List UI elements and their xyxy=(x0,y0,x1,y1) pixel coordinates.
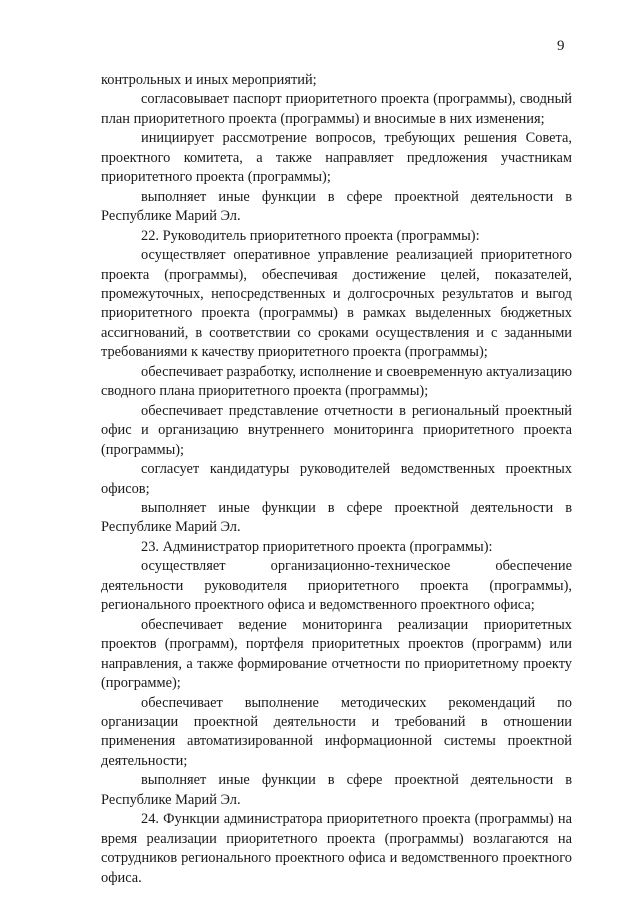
section-heading-22: 22. Руководитель приоритетного проекта (программы): xyxy=(141,227,480,244)
paragraph: обеспечивает представление отчетности в региональный проектный офис и организацию внутреннего мониторинга приоритетного проекта (программы); xyxy=(101,402,572,458)
paragraph: контрольных и иных мероприятий; xyxy=(101,72,317,88)
paragraph: обеспечивает разработку, исполнение и своевременную актуализацию сводного плана приоритетного проекта (программы); xyxy=(101,363,572,400)
paragraph: согласовывает паспорт приоритетного проекта (программы), сводный план приоритетного проекта (программы) и вносимые в них изменения; xyxy=(101,91,572,127)
paragraph: выполняет иные функции в сфере проектной деятельности в Республике Марий Эл. xyxy=(101,188,572,225)
paragraph: выполняет иные функции в сфере проектной деятельности в Республике Марий Эл. xyxy=(101,772,572,808)
paragraph: осуществляет оперативное управление реализацией приоритетного проекта (программы), обеспечивая достижение целей, показателей, промежуточных, непосредственных и долгосрочных результатов и выгод приоритетного проекта (программы) в рамках выделенных бюджетных ассигнований, в соответствии со сроками осуществления и с заданными требованиями к качеству приоритетного проекта (программы); xyxy=(101,247,572,361)
paragraph: инициирует рассмотрение вопросов, требующих решения Совета, проектного комитета, а также направляет предложения участникам приоритетного проекта (программы); xyxy=(101,130,572,186)
section-24-paragraph: 24. Функции администратора приоритетного проекта (программы) на время реализации приоритетного проекта (программы) возлагаются на сотрудников регионального проектного офиса и ведомственного проектного офиса. xyxy=(101,811,572,886)
page-number: 9 xyxy=(557,38,565,54)
paragraph: выполняет иные функции в сфере проектной деятельности в Республике Марий Эл. xyxy=(101,499,572,536)
paragraph: согласует кандидатуры руководителей ведомственных проектных офисов; xyxy=(101,461,572,497)
section-heading-23: 23. Администратор приоритетного проекта (программы): xyxy=(141,538,493,555)
document-body xyxy=(101,71,572,888)
paragraph: обеспечивает ведение мониторинга реализации приоритетных проектов (программ), портфеля приоритетных проектов (программ) или направления, а также формирование отчетности по приоритетному проекту (программе); xyxy=(101,616,572,692)
paragraph: осуществляет организационно-техническое обеспечение деятельности руководителя приоритетного проекта (программы), регионального проектного офиса и ведомственного проектного офиса; xyxy=(101,558,572,614)
paragraph: обеспечивает выполнение методических рекомендаций по организации проектной деятельности и требований в отношении применения автоматизированной информационной системы проектной деятельности; xyxy=(101,694,572,769)
